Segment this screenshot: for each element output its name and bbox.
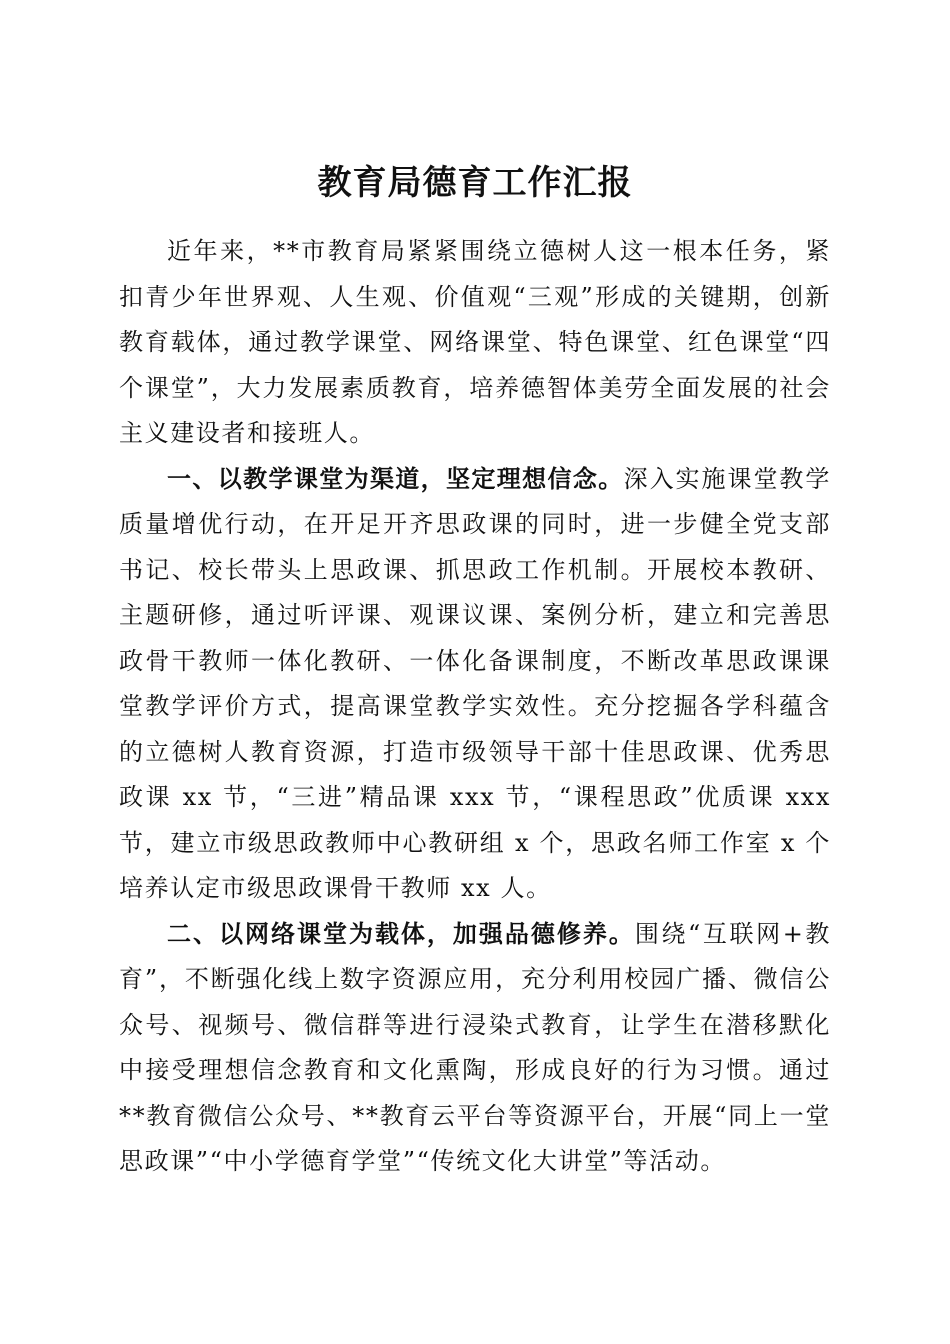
section-paragraph-2 — [119, 912, 831, 1185]
document-body — [119, 229, 831, 1185]
section-text-1: 深入实施课堂教学质量增优行动，在开足开齐思政课的同时，进一步健全党支部书记、校长带头上思政课、抓思政工作机制。开展校本教研、主题研修，通过听评课、观课议课、案例分析，建立和完善思政骨干教师一体化教研、一体化备课制度，不断改革思政课课堂教学评价方式，提高课堂教学实效性。充分挖掘各学科蕴含的立德树人教育资源，打造市级领导干部十佳思政课、优秀思政课 xx 节，“三进”精品课 xxx 节，“课程思政”优质课 xxx 节，建立市级思政教师中心教研组 x 个，思政名师工作室 x 个培养认定市级思政课骨干教师 xx 人。 — [119, 464, 831, 902]
section-heading-1: 一、以教学课堂为渠道，坚定理想信念。 — [167, 464, 624, 493]
document-title: 教育局德育工作汇报 — [317, 162, 633, 203]
intro-paragraph: 近年来，**市教育局紧紧围绕立德树人这一根本任务，紧扣青少年世界观、人生观、价值观“三观”形成的关键期，创新教育载体，通过教学课堂、网络课堂、特色课堂、红色课堂“四个课堂”，大力发展素质教育，培养德智体美劳全面发展的社会主义建设者和接班人。 — [119, 237, 831, 447]
section-paragraph-1 — [119, 457, 831, 912]
section-text-2: 围绕“互联网+教育”，不断强化线上数字资源应用，充分利用校园广播、微信公众号、视频号、微信群等进行浸染式教育，让学生在潜移默化中接受理想信念教育和文化熏陶，形成良好的行为习惯。通过**教育微信公众号、**教育云平台等资源平台，开展“同上一堂思政课”“中小学德育学堂”“传统文化大讲堂”等活动。 — [119, 919, 832, 1175]
section-heading-2: 二、以网络课堂为载体，加强品德修养。 — [167, 919, 635, 948]
